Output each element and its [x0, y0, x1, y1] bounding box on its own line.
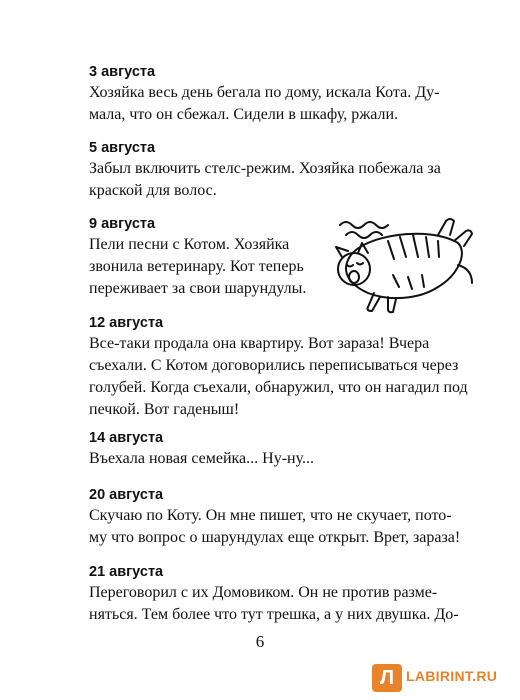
- diary-entry: [89, 428, 314, 470]
- entry-line: переживает за свои шарундулы.: [89, 280, 307, 297]
- labirint-logo-icon: [372, 664, 402, 692]
- entry-line: Переговорил с их Домовиком. Он не против разме-: [89, 584, 438, 601]
- entry-date: 14 августа: [89, 430, 164, 446]
- entry-date: 12 августа: [89, 315, 164, 331]
- entry-date: 5 августа: [89, 140, 156, 156]
- cat-illustration: [318, 205, 476, 315]
- entry-date: 9 августа: [89, 216, 156, 232]
- diary-entry: [89, 485, 460, 549]
- entry-date: 3 августа: [89, 64, 156, 80]
- entry-line: Хозяйка весь день бегала по дому, искала Кота. Ду-: [89, 84, 440, 101]
- entry-date: 20 августа: [89, 487, 164, 503]
- entry-line: голубей. Когда съехали, обнаружил, что он нагадил под: [89, 379, 468, 396]
- diary-entry: [89, 562, 459, 626]
- entry-line: му что вопрос о шарундулах еще открыт. Врет, зараза!: [89, 529, 461, 546]
- entry-line: звонила ветеринару. Кот теперь: [89, 258, 304, 275]
- entry-line: Забыл включить стелс-режим. Хозяйка побежала за: [89, 160, 441, 177]
- entry-line: Пели песни с Котом. Хозяйка: [89, 236, 290, 253]
- entry-line: краской для волос.: [89, 182, 217, 199]
- diary-entry: [89, 62, 439, 126]
- diary-entry: [89, 214, 306, 300]
- watermark-text: LABIRINT.RU: [406, 668, 498, 684]
- entry-line: съехали. С Котом договорились переписываться через: [89, 357, 459, 374]
- entry-line: Въехала новая семейка... Ну-ну...: [89, 450, 314, 467]
- diary-entry: [89, 313, 468, 421]
- entry-line: Все-таки продала она квартиру. Вот зараза! Вчера: [89, 335, 430, 352]
- logo-letter: Л: [379, 666, 395, 689]
- entry-line: печкой. Вот гаденыш!: [89, 401, 240, 418]
- entry-date: 21 августа: [89, 564, 164, 580]
- entry-line: мала, что он сбежал. Сидели в шкафу, ржали.: [89, 106, 399, 123]
- diary-entry: [89, 138, 441, 202]
- page-number: 6: [255, 632, 265, 651]
- entry-line: няться. Тем более что тут трешка, а у них двушка. До-: [89, 606, 459, 623]
- entry-line: Скучаю по Коту. Он мне пишет, что не скучает, пото-: [89, 507, 452, 524]
